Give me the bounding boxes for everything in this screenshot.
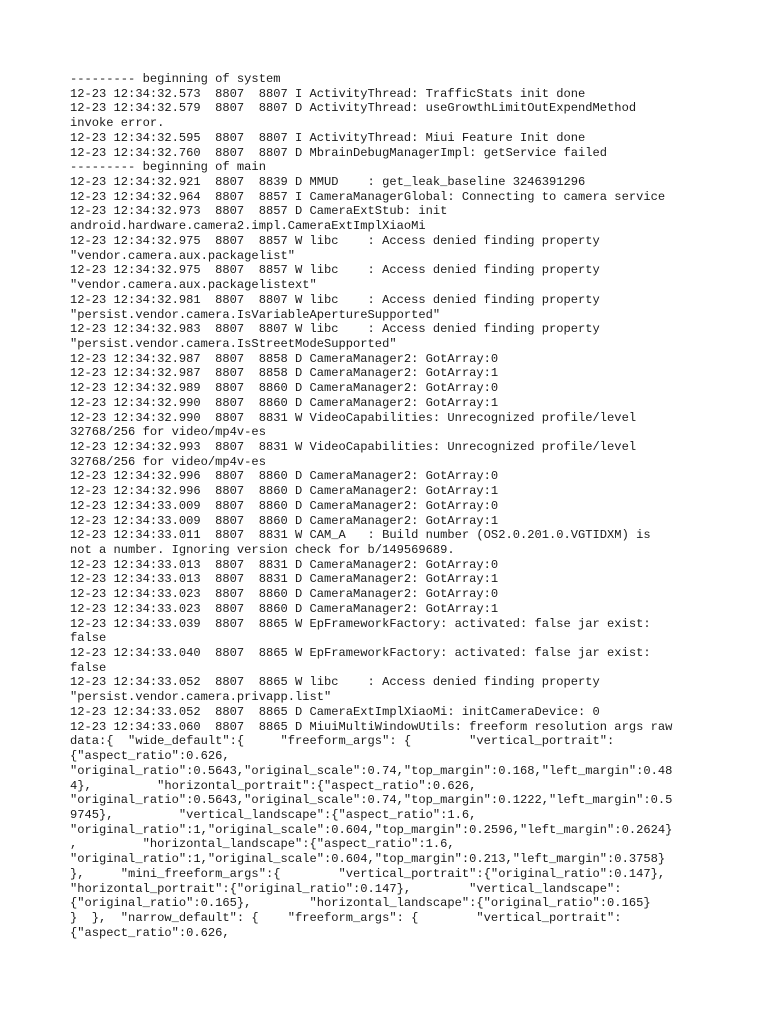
log-line: 12-23 12:34:32.990 8807 8860 D CameraManager2: GotArray:1 (70, 395, 499, 410)
log-line: 12-23 12:34:32.975 8807 8857 W libc : Access denied finding property (70, 233, 600, 248)
log-line: --------- beginning of system (70, 72, 281, 86)
log-line: 12-23 12:34:33.040 8807 8865 W EpFrameworkFactory: activated: false jar exist: (70, 646, 651, 661)
log-line: , "horizontal_landscape":{"aspect_ratio":1.6, (70, 837, 455, 852)
log-line: --------- beginning of main (70, 160, 266, 175)
log-line: 12-23 12:34:32.996 8807 8860 D CameraManager2: GotArray:0 (70, 469, 499, 484)
log-line: not a number. Ignoring version check for b/149569689. (70, 543, 455, 557)
log-line: }, "mini_freeform_args":{ "vertical_portrait":{"original_ratio":0.147}, (70, 866, 666, 881)
log-line: 12-23 12:34:33.011 8807 8831 W CAM_A : Build number (OS2.0.201.0.VGTIDXM) is (70, 528, 651, 543)
log-line: "vendor.camera.aux.packagelist" (70, 248, 295, 263)
log-line: "horizontal_portrait":{"original_ratio":0.147}, "vertical_landscape": (70, 881, 622, 896)
log-line: 12-23 12:34:33.039 8807 8865 W EpFrameworkFactory: activated: false jar exist: (70, 616, 651, 631)
log-line: 12-23 12:34:32.993 8807 8831 W VideoCapabilities: Unrecognized profile/level (70, 439, 637, 454)
log-line: 12-23 12:34:32.921 8807 8839 D MMUD : get_leak_baseline 3246391296 (70, 175, 586, 190)
log-line: 12-23 12:34:32.973 8807 8857 D CameraExtStub: init (70, 204, 448, 219)
log-line: 12-23 12:34:32.595 8807 8807 I ActivityThread: Miui Feature Init done (70, 130, 586, 145)
log-line: false (70, 631, 107, 646)
log-line: invoke error. (70, 116, 165, 131)
log-line: 12-23 12:34:32.987 8807 8858 D CameraManager2: GotArray:1 (70, 366, 499, 381)
log-line: 12-23 12:34:33.060 8807 8865 D MiuiMultiWindowUtils: freeform resolution args raw (70, 719, 673, 734)
log-line: } }, "narrow_default": { "freeform_args": { "vertical_portrait": (70, 910, 622, 925)
log-line: 12-23 12:34:33.009 8807 8860 D CameraManager2: GotArray:1 (70, 513, 499, 528)
log-line: 12-23 12:34:32.990 8807 8831 W VideoCapabilities: Unrecognized profile/level (70, 410, 637, 425)
log-line: data:{ "wide_default":{ "freeform_args": { "vertical_portrait": (70, 734, 615, 749)
log-line: {"aspect_ratio":0.626, (70, 749, 230, 764)
log-line: 12-23 12:34:33.023 8807 8860 D CameraManager2: GotArray:0 (70, 587, 499, 602)
log-line: "vendor.camera.aux.packagelistext" (70, 278, 317, 293)
log-line: android.hardware.camera2.impl.CameraExtImplXiaoMi (70, 219, 426, 234)
log-line: "original_ratio":1,"original_scale":0.604,"top_margin":0.213,"left_margin":0.3758} (70, 852, 666, 867)
log-line: 12-23 12:34:32.975 8807 8857 W libc : Access denied finding property (70, 263, 600, 278)
log-line: 12-23 12:34:32.996 8807 8860 D CameraManager2: GotArray:1 (70, 484, 499, 499)
log-document (70, 72, 700, 940)
log-line: "persist.vendor.camera.IsStreetModeSupported" (70, 336, 397, 351)
log-line: 12-23 12:34:32.983 8807 8807 W libc : Access denied finding property (70, 322, 600, 337)
log-line: 12-23 12:34:33.052 8807 8865 D CameraExtImplXiaoMi: initCameraDevice: 0 (70, 704, 600, 719)
log-line: 4}, "horizontal_portrait":{"aspect_ratio":0.626, (70, 778, 477, 793)
log-line: 32768/256 for video/mp4v-es (70, 425, 266, 440)
log-line: {"aspect_ratio":0.626, (70, 925, 230, 940)
log-line: {"original_ratio":0.165}, "horizontal_landscape":{"original_ratio":0.165} (70, 896, 651, 911)
log-line: "original_ratio":1,"original_scale":0.604,"top_margin":0.2596,"left_margin":0.2624} (70, 822, 673, 837)
log-line: 12-23 12:34:33.009 8807 8860 D CameraManager2: GotArray:0 (70, 498, 499, 513)
log-line: 12-23 12:34:32.579 8807 8807 D ActivityThread: useGrowthLimitOutExpendMethod (70, 101, 637, 116)
log-line: "persist.vendor.camera.IsVariableApertureSupported" (70, 307, 441, 322)
log-line: 12-23 12:34:32.987 8807 8858 D CameraManager2: GotArray:0 (70, 351, 499, 366)
log-line: 12-23 12:34:32.989 8807 8860 D CameraManager2: GotArray:0 (70, 381, 499, 396)
log-line: 12-23 12:34:33.052 8807 8865 W libc : Access denied finding property (70, 675, 600, 690)
log-line: 9745}, "vertical_landscape":{"aspect_ratio":1.6, (70, 807, 477, 822)
log-line: 12-23 12:34:32.964 8807 8857 I CameraManagerGlobal: Connecting to camera service (70, 189, 666, 204)
log-line: 12-23 12:34:33.013 8807 8831 D CameraManager2: GotArray:1 (70, 572, 499, 587)
log-line: 12-23 12:34:32.760 8807 8807 D MbrainDebugManagerImpl: getService failed (70, 145, 608, 160)
log-line: 32768/256 for video/mp4v-es (70, 454, 266, 469)
log-line: 12-23 12:34:32.573 8807 8807 I ActivityThread: TrafficStats init done (70, 86, 586, 101)
log-line: "original_ratio":0.5643,"original_scale":0.74,"top_margin":0.1222,"left_margin":0.5 (70, 793, 673, 808)
log-line: "persist.vendor.camera.privapp.list" (70, 690, 332, 705)
log-line: false (70, 660, 107, 675)
log-line: 12-23 12:34:32.981 8807 8807 W libc : Access denied finding property (70, 292, 600, 307)
log-line: 12-23 12:34:33.023 8807 8860 D CameraManager2: GotArray:1 (70, 601, 499, 616)
log-line: 12-23 12:34:33.013 8807 8831 D CameraManager2: GotArray:0 (70, 557, 499, 572)
log-line: "original_ratio":0.5643,"original_scale":0.74,"top_margin":0.168,"left_margin":0.48 (70, 763, 673, 778)
